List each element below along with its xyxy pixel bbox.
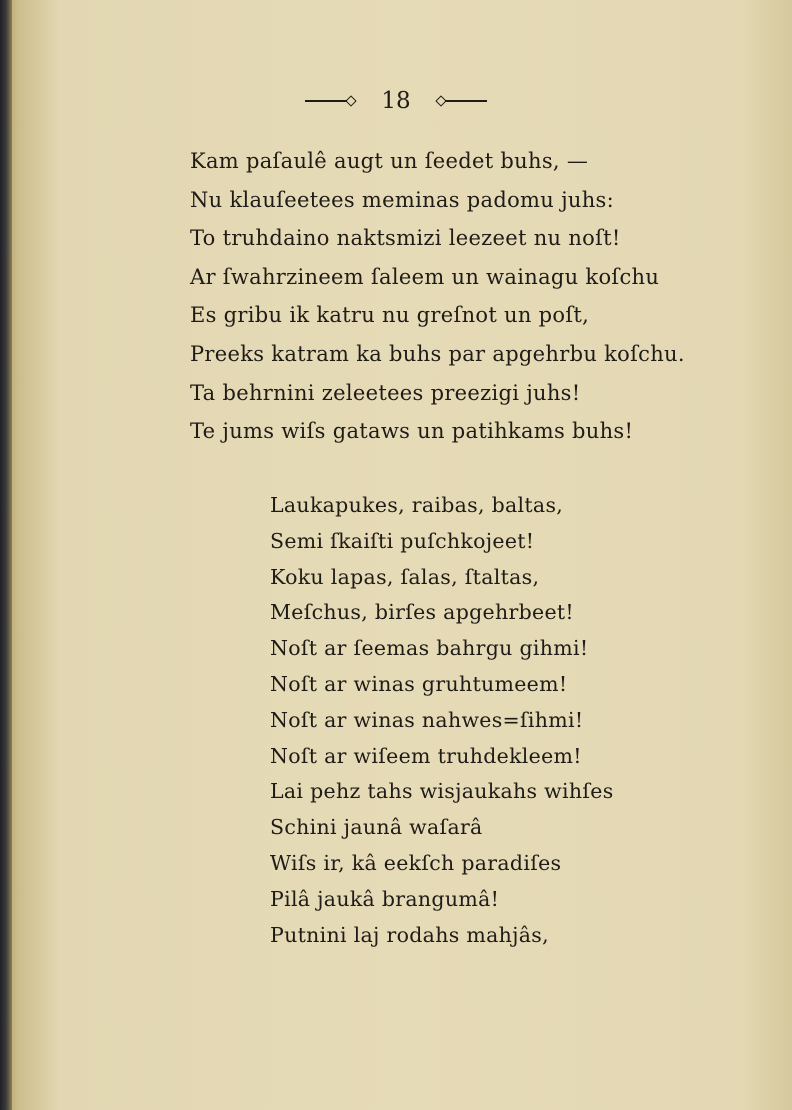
page-number: 18 (381, 88, 411, 114)
poem-line: Koku lapas, ſalas, ſtaltas, (270, 564, 540, 589)
stanza-two (270, 488, 730, 953)
poem-line: Semi ſkaiſti puſchkojeet! (270, 528, 535, 553)
poem-line: Lai pehz tahs wisjaukahs wihſes (270, 779, 614, 804)
poem-line: Preeks katram ka buhs par apgehrbu koſchu. (190, 341, 685, 366)
poem-line: Schini jaunâ waſarâ (270, 815, 483, 840)
poem-line: Noſt ar winas nahwes=ſihmi! (270, 707, 584, 732)
left-dash-ornament-icon (305, 97, 355, 105)
poem-line: Meſchus, birſes apgehrbeet! (270, 600, 574, 625)
poem-line: Es gribu ik katru nu greſnot un poſt, (190, 303, 590, 328)
right-dash-ornament-icon (437, 97, 487, 105)
poem-line: Wiſs ir, kâ eekſch paradiſes (270, 850, 562, 875)
poem-line: Pilâ jaukâ brangumâ! (270, 886, 500, 911)
poem-line: Laukapukes, raibas, baltas, (270, 493, 564, 517)
poem-line: Noſt ar ſeemas bahrgu gihmi! (270, 636, 589, 661)
poem-line: Te jums wiſs gataws un patihkams buhs! (190, 419, 634, 444)
poem-line: To truhdaino naktsmizi leezeet nu noſt! (190, 226, 621, 251)
poem-line: Nu klauſeetees meminas padomu juhs: (190, 187, 614, 212)
poem-line: Kam paſaulê augt un ſeedet buhs, — (190, 149, 589, 173)
poem-line: Noſt ar winas gruhtumeem! (270, 671, 568, 696)
poem-line: Ta behrnini zeleetees preezigi juhs! (190, 380, 581, 405)
poem-line: Putnini laj rodahs mahjâs, (270, 922, 549, 947)
page-header (0, 84, 792, 118)
poem-line: Noſt ar wiſeem truhdekleem! (270, 743, 582, 768)
stanza-one (190, 142, 750, 451)
poem-line: Ar ſwahrzineem ſaleem un wainagu koſchu (190, 264, 660, 289)
